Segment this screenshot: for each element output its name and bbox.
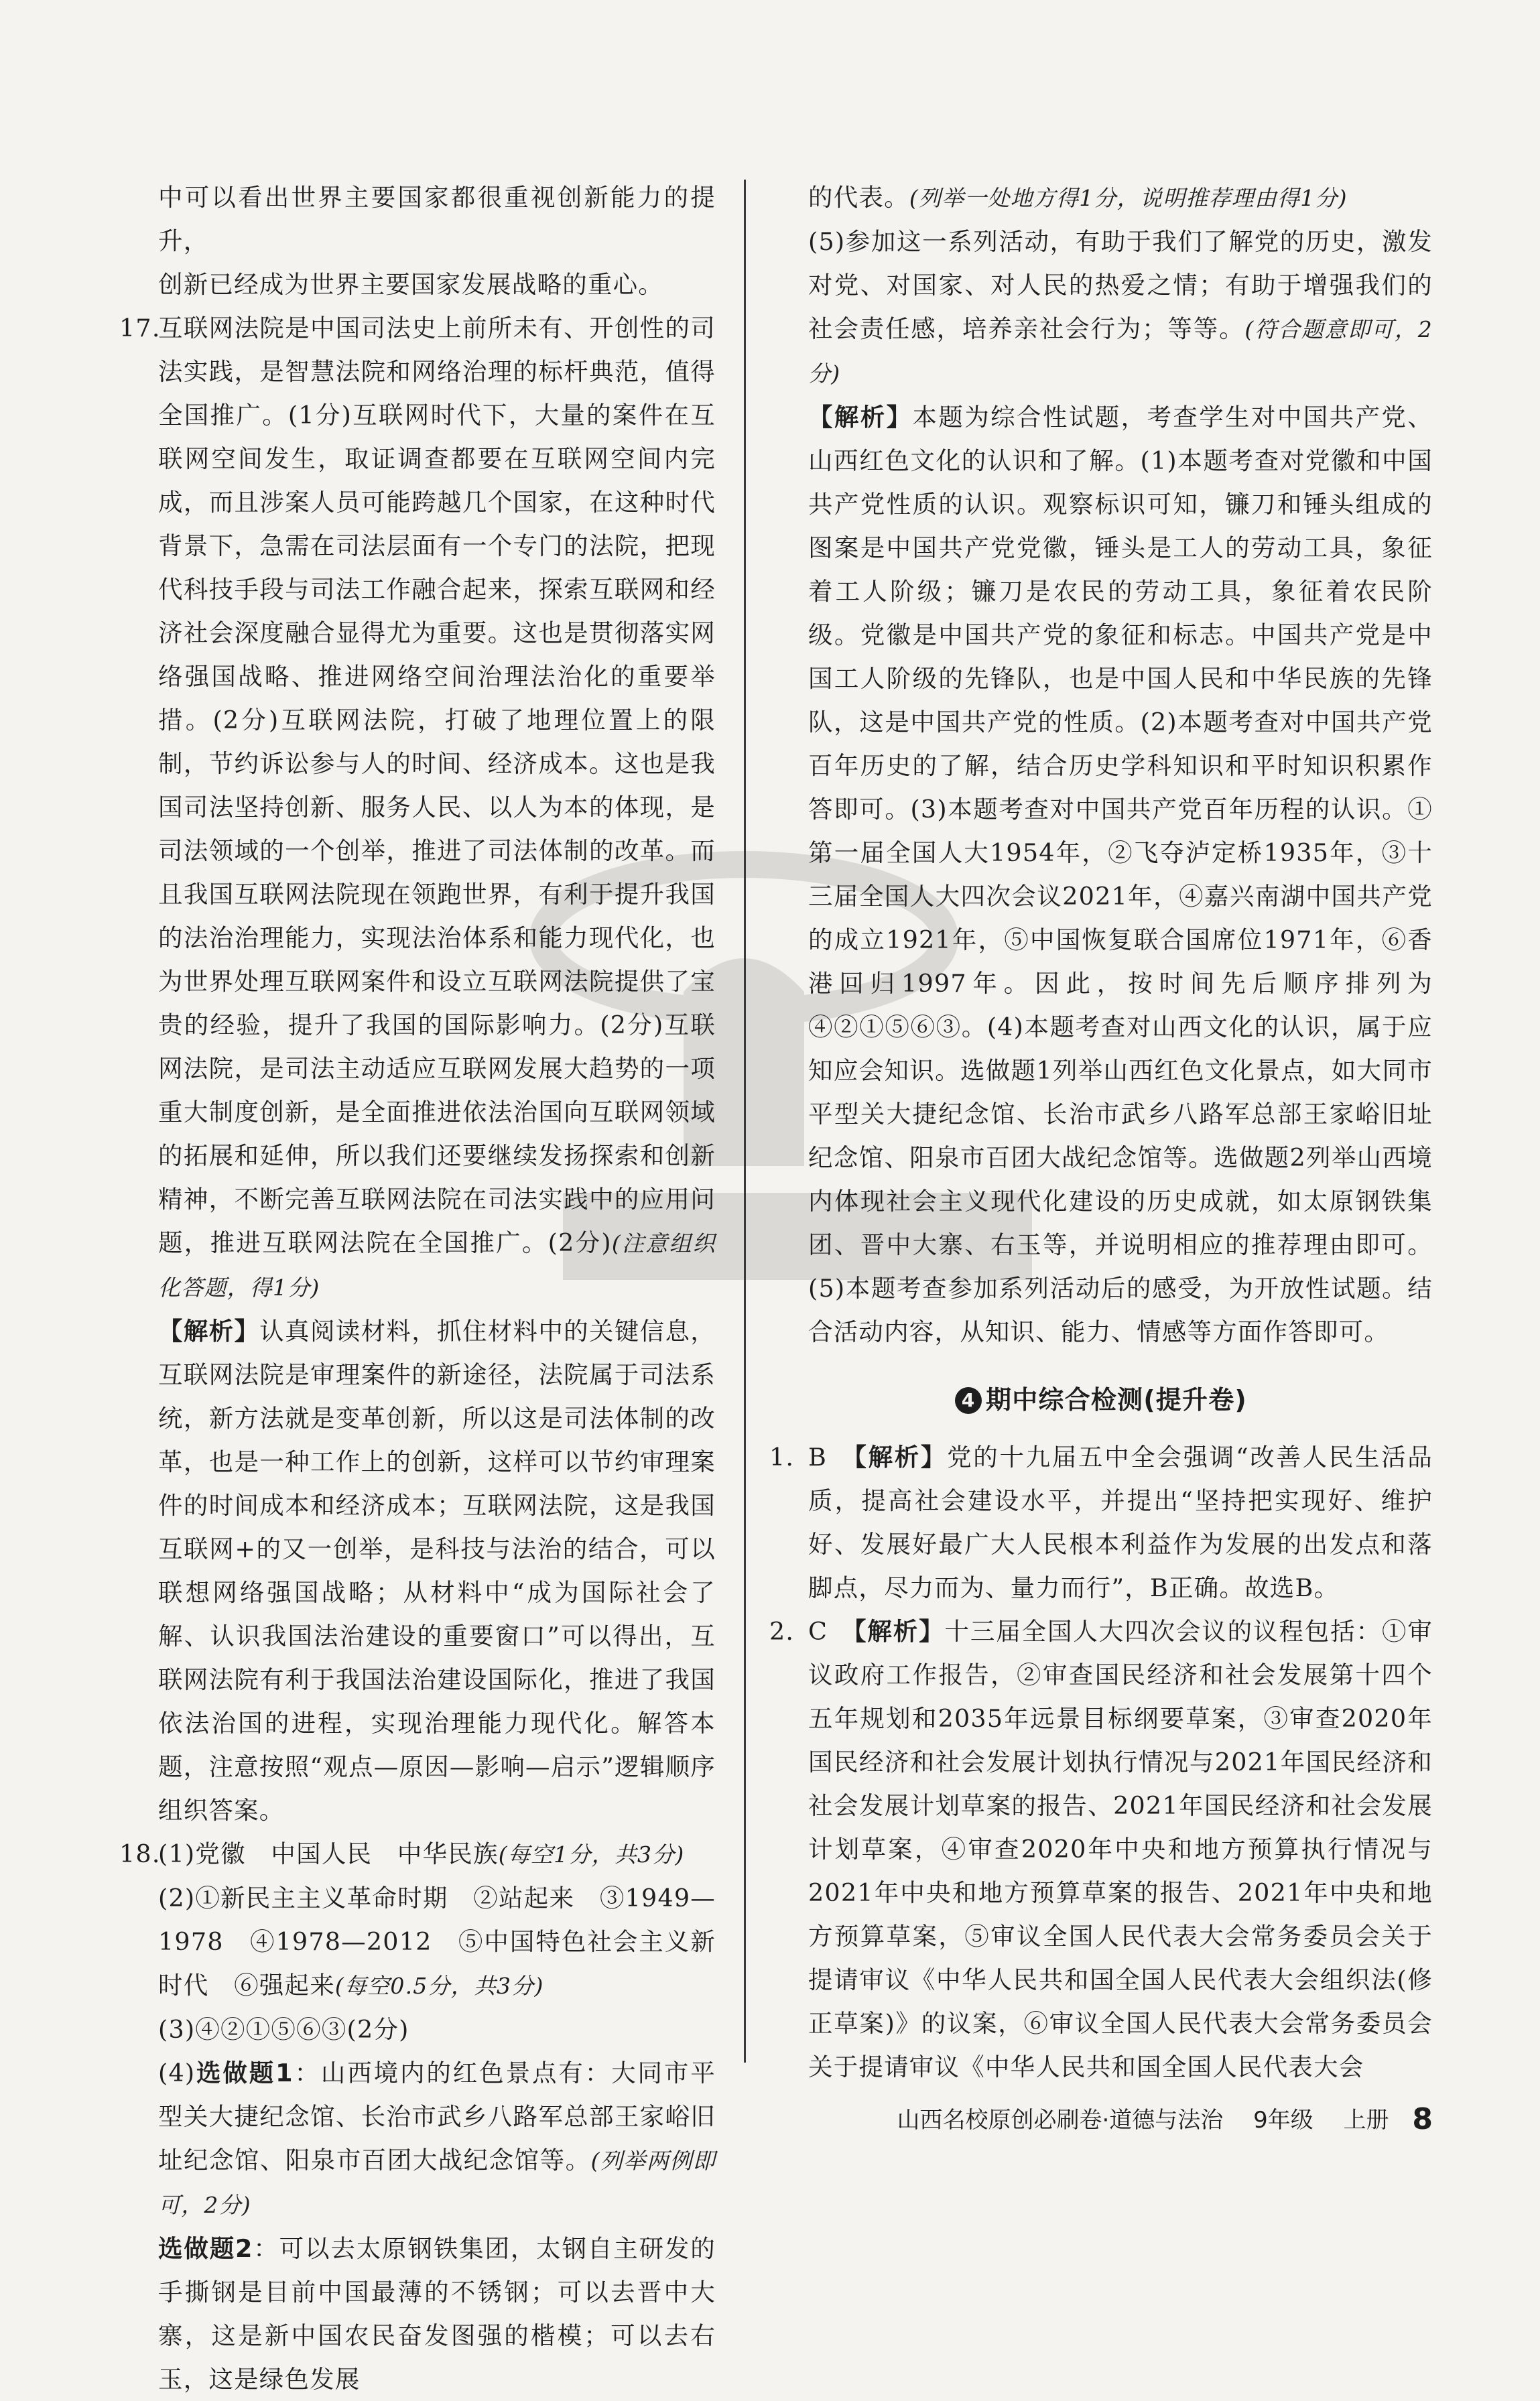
mc-question-1-answer: B bbox=[808, 1443, 828, 1472]
q16-tail-line-2: 创新已经成为世界主要国家发展战略的重心。 bbox=[158, 270, 663, 299]
section-title: 期中综合检测(提升卷) bbox=[986, 1385, 1247, 1415]
mc-question-1-text: 党的十九届五中全会强调“改善人民生活品质，提高社会建设水平，并提出“坚持把实现好、维护好、发展好最广大人民根本利益作为发展的出发点和落脚点，尽力而为、量力而行”，B正确。故选B。 bbox=[808, 1443, 1433, 1602]
question-18-part-5b: (5)参加这一系列活动，有助于我们了解党的历史，激发对党、对国家、对人民的热爱之情；有助于增强我们的社会责任感，培养亲社会行为；等等。 bbox=[808, 227, 1433, 343]
mc-question-2-number: 2. bbox=[769, 1617, 795, 1646]
question-18-part-3: (3)④②①⑤⑥③(2分) bbox=[158, 2015, 409, 2044]
question-18-part-1-note: (每空1分，共3分) bbox=[498, 1841, 685, 1868]
right-column bbox=[769, 176, 1433, 2089]
question-17-analysis: 认真阅读材料，抓住材料中的关键信息，互联网法院是审理案件的新途径，法院属于司法系统，新方法就是变革创新，所以这是司法体制的改革，也是一种工作上的创新，这样可以节约审理案件的时间成本和经济成本；互联网法院，这是我国互联网+的又一创举，是科技与法治的结合，可以联想网络强国战略；从材料中“成为国际社会了解、认识我国法治建设的重要窗口”可以得出，互联网法院有利于我国法治建设国际化，推进了我国依法治国的进程，实现治理能力现代化。解答本题，注意按照“观点—原因—影响—启示”逻辑顺序组织答案。 bbox=[158, 1317, 716, 1825]
question-17-answer bbox=[119, 306, 716, 1832]
question-17-text: 互联网法院是中国司法史上前所未有、开创性的司法实践，是智慧法院和网络治理的标杆典范，值得全国推广。(1分)互联网时代下，大量的案件在互联网空间发生，取证调查都要在互联网空间内完成，而且涉案人员可能跨越几个国家，在这种时代背景下，急需在司法层面有一个专门的法院，把现代科技手段与司法工作融合起来，探索互联网和经济社会深度融合显得尤为重要。这也是贯彻落实网络强国战略、推进网络空间治理法治化的重要举措。(2分)互联网法院，打破了地理位置上的限制，节约诉讼参与人的时间、经济成本。这也是我国司法坚持创新、服务人民、以人为本的体现，是司法领域的一个创举，推进了司法体制的改革。而且我国互联网法院现在领跑世界，有利于提升我国的法治治理能力，实现法治体系和能力现代化，也为世界处理互联网案件和设立互联网法院提供了宝贵的经验，提升了我国的国际影响力。(2分)互联网法院，是司法主动适应互联网发展大趋势的一项重大制度创新，是全面推进依法治国向互联网领域的拓展和延伸，所以我们还要继续发扬探索和创新精神，不断完善互联网法院在司法实践中的应用问题，推进互联网法院在全国推广。(2分) bbox=[158, 314, 716, 1257]
question-18-part-4: ：山西境内的红色景点有：大同市平型关大捷纪念馆、长治市武乡八路军总部王家峪旧址纪念馆、阳泉市百团大战纪念馆等。 bbox=[158, 2059, 716, 2175]
question-18-part-4-prefix: (4) bbox=[158, 2059, 196, 2087]
question-18-part-2: (2)①新民主主义革命时期 ②站起来 ③1949—1978 ④1978—2012 ⑤中国特色社会主义新时代 ⑥强起来 bbox=[158, 1884, 716, 2000]
question-18-part-4-note: (列举两例即可，2分) bbox=[158, 2148, 716, 2218]
mc-question-2-answer: C bbox=[808, 1617, 828, 1646]
page-footer bbox=[769, 2099, 1433, 2140]
mc-question-2-label: 【解析】 bbox=[854, 1617, 945, 1646]
question-18-part-1: (1)党徽 中国人民 中华民族 bbox=[158, 1839, 499, 1868]
question-18-part-4-label: 选做题1 bbox=[195, 2059, 294, 2087]
footer-grade: 9年级 bbox=[1253, 2107, 1313, 2134]
question-17-note: (注意组织化答题，得1分) bbox=[158, 1230, 716, 1301]
question-18-continued bbox=[769, 176, 1433, 1354]
question-18-part-5-label: 选做题2 bbox=[158, 2234, 253, 2263]
mc-question-1 bbox=[769, 1435, 1433, 1610]
footer-volume: 上册 bbox=[1343, 2107, 1389, 2134]
section-number-badge: 4 bbox=[955, 1387, 982, 1414]
column-divider bbox=[744, 180, 746, 2063]
left-column bbox=[119, 176, 716, 2401]
question-18-continued-text: 的代表。 bbox=[808, 183, 909, 212]
question-17-number: 17. bbox=[119, 314, 161, 342]
question-18-analysis-label: 【解析】 bbox=[808, 403, 913, 432]
question-18-number: 18. bbox=[119, 1839, 161, 1868]
question-18-analysis: 本题为综合性试题，考查学生对中国共产党、山西红色文化的认识和了解。(1)本题考查对党徽和中国共产党性质的认识。观察标识可知，镰刀和锤头组成的图案是中国共产党党徽，锤头是工人的劳动工具，象征着工人阶级；镰刀是农民的劳动工具，象征着农民阶级。党徽是中国共产党的象征和标志。中国共产党是中国工人阶级的先锋队，也是中国人民和中华民族的先锋队，这是中国共产党的性质。(2)本题考查对中国共产党百年历史的了解，结合历史学科知识和平时知识积累作答即可。(3)本题考查对中国共产党百年历程的认识。①第一届全国人大1954年，②飞夺泸定桥1935年，③十三届全国人大四次会议2021年，④嘉兴南湖中国共产党的成立1921年，⑤中国恢复联合国席位1971年，⑥香港回归1997年。因此，按时间先后顺序排列为④②①⑤⑥③。(4)本题考查对山西文化的认识，属于应知应会知识。选做题1列举山西红色文化景点，如大同市平型关大捷纪念馆、长治市武乡八路军总部王家峪旧址纪念馆、阳泉市百团大战纪念馆等。选做题2列举山西境内体现社会主义现代化建设的历史成就，如太原钢铁集团、晋中大寨、右玉等，并说明相应的推荐理由即可。(5)本题考查参加系列活动后的感受，为开放性试题。结合活动内容，从知识、能力、情感等方面作答即可。 bbox=[808, 403, 1433, 1346]
question-18-answer bbox=[119, 1832, 716, 2401]
mc-question-1-number: 1. bbox=[769, 1443, 795, 1472]
mc-question-2 bbox=[769, 1610, 1433, 2089]
question-18-part-2-note: (每空0.5分，共3分) bbox=[334, 1973, 544, 1999]
footer-series: 山西名校原创必刷卷·道德与法治 bbox=[897, 2107, 1224, 2134]
question-18-continued-note: (列举一处地方得1分，说明推荐理由得1分) bbox=[909, 185, 1348, 211]
mc-question-2-text: 十三届全国人大四次会议的议程包括：①审议政府工作报告，②审查国民经济和社会发展第十四个五年规划和2035年远景目标纲要草案，③审查2020年国民经济和社会发展计划执行情况与2021年国民经济和社会发展计划草案的报告、2021年国民经济和社会发展计划草案，④审查2020年中央和地方预算执行情况与2021年中央和地方预算草案的报告、2021年中央和地方预算草案，⑤审议全国人民代表大会常务委员会关于提请审议《中华人民共和国全国人民代表大会组织法(修正草案)》的议案，⑥审议全国人民代表大会常务委员会关于提请审议《中华人民共和国全国人民代表大会 bbox=[808, 1617, 1433, 2081]
page-number: 8 bbox=[1412, 2102, 1433, 2136]
mc-question-1-label: 【解析】 bbox=[854, 1443, 948, 1472]
question-18-part-5b-note: (符合题意即可，2分) bbox=[808, 316, 1433, 387]
q16-tail-line-1: 中可以看出世界主要国家都很重视创新能力的提升， bbox=[158, 183, 716, 255]
question-18-part-5: ：可以去太原钢铁集团，太钢自主研发的手撕钢是目前中国最薄的不锈钢；可以去晋中大寨，这是新中国农民奋发图强的楷模；可以去右玉，这是绿色发展 bbox=[158, 2234, 716, 2394]
section-heading bbox=[769, 1376, 1433, 1423]
question-17-analysis-label: 【解析】 bbox=[158, 1317, 260, 1346]
